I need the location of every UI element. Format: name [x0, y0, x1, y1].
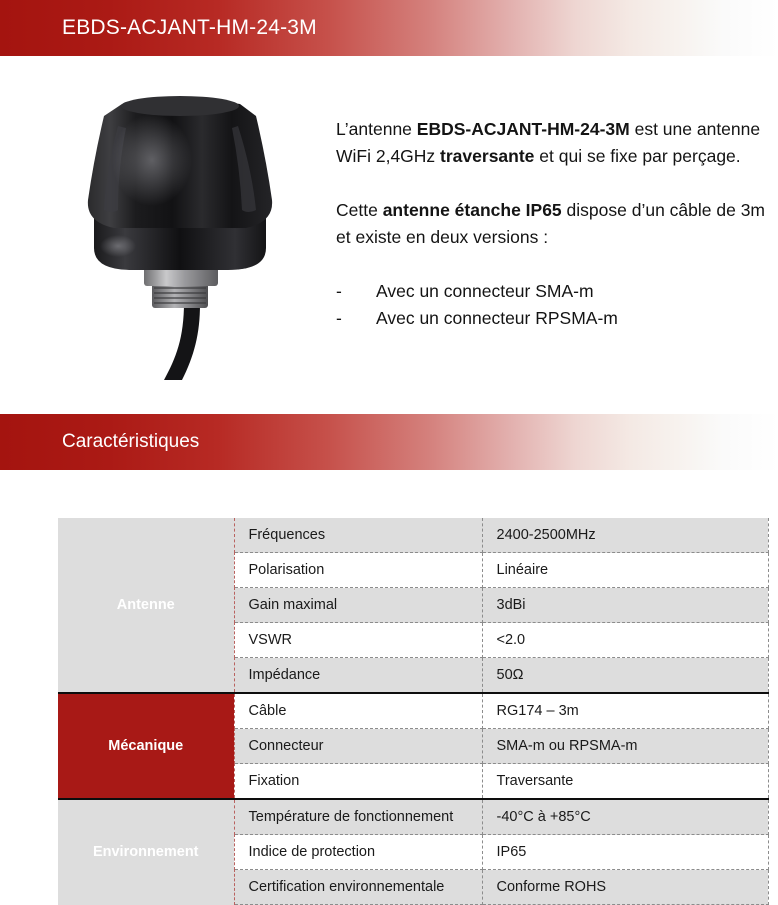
spec-group-mecanique [58, 693, 768, 799]
intro-p2-bold-ip65: antenne étanche IP65 [382, 200, 562, 220]
spec-group-antenne [58, 518, 768, 693]
antenna-top-cap [121, 96, 239, 116]
spec-group-environnement [58, 799, 768, 905]
spec-key: Fréquences [234, 518, 482, 553]
features-banner [0, 414, 778, 470]
intro-p1-bold-model: EBDS-ACJANT-HM-24-3M [416, 119, 630, 139]
intro-p1-tail: et qui se fixe par perçage. [534, 146, 741, 166]
intro-p1-middle: est une antenne WiFi 2,4GHz [336, 119, 761, 166]
spec-key: Connecteur [234, 729, 482, 764]
specifications-table [58, 518, 769, 905]
paragraph-spacer [336, 170, 766, 197]
spec-value: 50Ω [482, 658, 768, 694]
spec-value: RG174 – 3m [482, 693, 768, 729]
spec-value: Traversante [482, 764, 768, 800]
spec-key: Certification environnementale [234, 870, 482, 905]
intro-p2-tail: dispose d’un câble de 3m et existe en deux versions : [336, 200, 765, 247]
list-item [336, 278, 766, 305]
table-row [58, 693, 768, 729]
intro-p2-lead: Cette [336, 200, 383, 220]
table-row [58, 518, 768, 553]
antenna-highlight-collar [100, 235, 136, 257]
page-title: EBDS-ACJANT-HM-24-3M [62, 16, 317, 39]
intro-paragraph-2 [336, 197, 766, 251]
list-item-label: Avec un connecteur RPSMA-m [376, 308, 618, 328]
paragraph-spacer [336, 251, 766, 278]
spec-key: Indice de protection [234, 835, 482, 870]
intro-p1-lead: L’antenne [336, 119, 417, 139]
product-description [336, 116, 766, 332]
antenna-illustration [60, 90, 330, 380]
header-banner [0, 0, 778, 56]
spec-key: Gain maximal [234, 588, 482, 623]
table-row [58, 799, 768, 835]
spec-key: Polarisation [234, 553, 482, 588]
intro-paragraph-1 [336, 116, 766, 170]
spec-category-label: Antenne [58, 518, 234, 693]
bullet-marker: - [336, 281, 342, 301]
spec-value: Linéaire [482, 553, 768, 588]
spec-key: VSWR [234, 623, 482, 658]
spec-key: Température de fonctionnement [234, 799, 482, 835]
spec-value: <2.0 [482, 623, 768, 658]
intro-p1-bold-traversante: traversante [440, 146, 535, 166]
version-list [336, 278, 766, 332]
spec-key: Câble [234, 693, 482, 729]
features-banner-title: Caractéristiques [62, 431, 200, 452]
spec-key: Impédance [234, 658, 482, 694]
product-intro-section [0, 56, 778, 414]
product-image-antenna [60, 90, 330, 380]
spec-value: SMA-m ou RPSMA-m [482, 729, 768, 764]
spec-value: -40°C à +85°C [482, 799, 768, 835]
antenna-cable [164, 302, 200, 380]
list-item-label: Avec un connecteur SMA-m [376, 281, 594, 301]
spec-value: IP65 [482, 835, 768, 870]
spec-value: Conforme ROHS [482, 870, 768, 905]
spec-key: Fixation [234, 764, 482, 800]
spec-category-label: Environnement [58, 799, 234, 905]
bullet-marker: - [336, 308, 342, 328]
spec-category-label: Mécanique [58, 693, 234, 799]
antenna-highlight-main [112, 114, 192, 206]
spec-value: 2400-2500MHz [482, 518, 768, 553]
list-item [336, 305, 766, 332]
spec-value: 3dBi [482, 588, 768, 623]
